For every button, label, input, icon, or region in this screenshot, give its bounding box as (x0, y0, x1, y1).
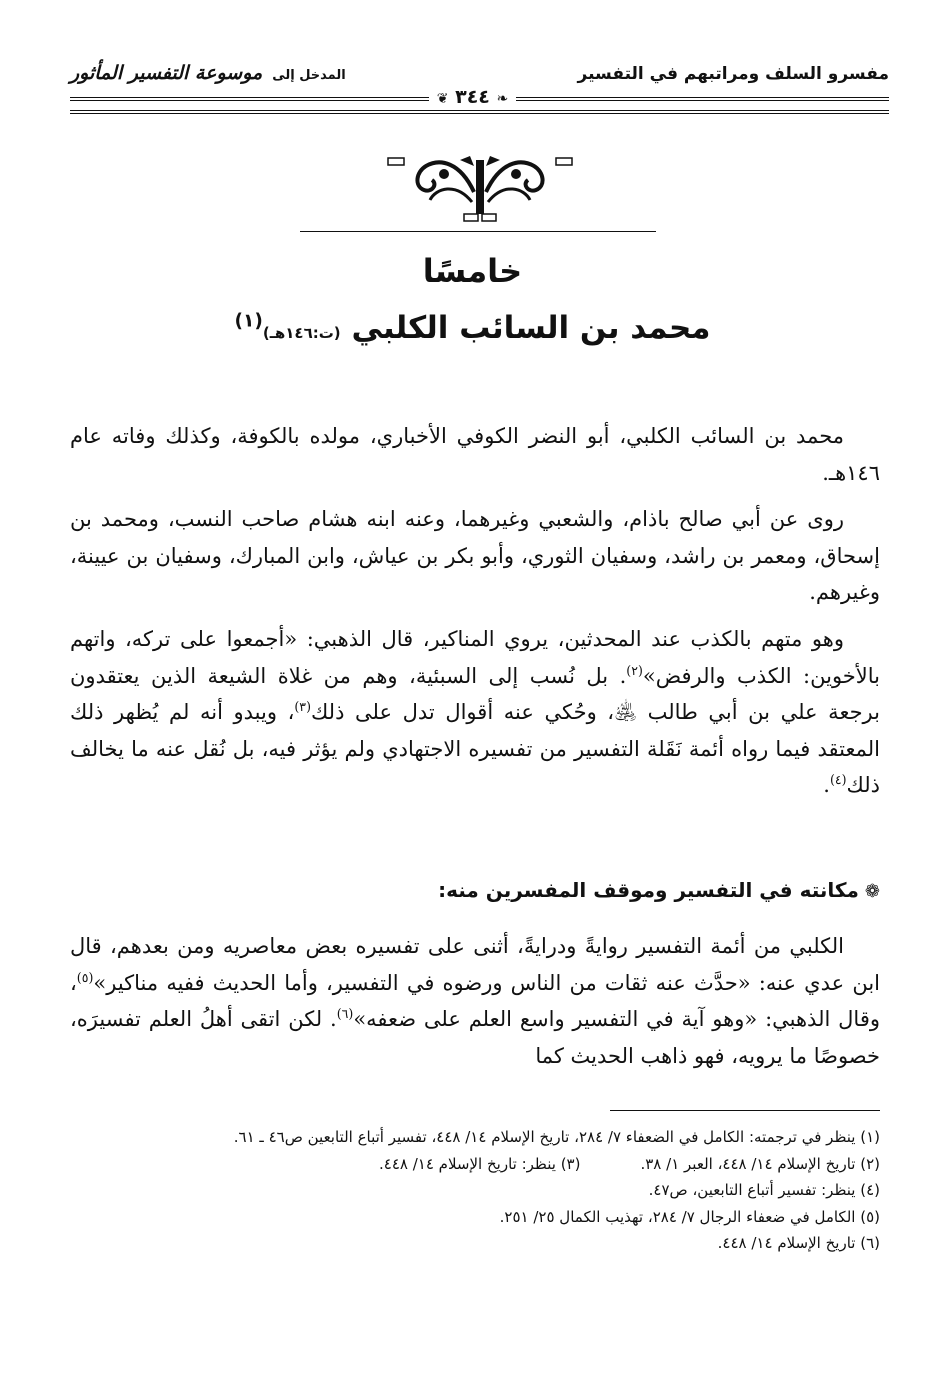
paragraph: روى عن أبي صالح باذام، والشعبي وغيرهما، وعنه ابنه هشام صاحب النسب، ومحمد بن إسحاق، ومعمر بن راشد، وسفيان الثوري، وأبو بكر بن عياش، وابن المبارك، وسفيان بن عيينة، وغيرهم. (70, 507, 880, 605)
header-rule-bottom-2 (70, 113, 889, 114)
footnote: (١) ينظر في ترجمته: الكامل في الضعفاء ٧/ ٢٨٤، تاريخ الإسلام ١٤/ ٤٤٨، تفسير أتباع التابعين ص٤٦ ـ ٦١. (233, 1128, 880, 1146)
paragraph-text: وهو متهم بالكذب عند المحدثين، يروي المناكير، قال الذهبي: «أجمعوا على تركه، واتهم بالأخوين: الكذب والرفض» (70, 626, 880, 688)
footnote-ref[interactable]: (٦) (336, 1006, 354, 1022)
paragraph-text: ، وقال الذهبي: «وهو آية في التفسير واسع العلم على ضعفه» (70, 970, 880, 1032)
header-rule-bottom (70, 110, 889, 111)
footnote: (٤) ينظر: تفسير أتباع التابعين، ص٤٧. (648, 1181, 880, 1199)
page-number-ornament-icon: ❧ (496, 91, 509, 107)
subsection-heading (438, 878, 880, 902)
footnotes (70, 1124, 880, 1257)
footnote-ref[interactable]: (٣) (294, 699, 311, 715)
paragraph: محمد بن السائب الكلبي، أبو النضر الكوفي الأخباري، مولده بالكوفة، وكذلك وفاته عام ١٤٦هـ. (70, 424, 880, 485)
tafsir-status-body (70, 928, 880, 1074)
section-ordinal: خامسًا (422, 252, 523, 290)
paragraph-text: ، ويبدو أنه لم يُظهر ذلك المعتقد فيما رواه أئمة نَقَلة التفسير من تفسيره الاجتهادي ولم يؤثر فيه، بل نُقل عنه ما يخالف ذلك (70, 700, 880, 798)
scholar-name: محمد بن السائب الكلبي (351, 310, 711, 346)
encyclopedia-logo: موسوعة التفسير المأثور (70, 62, 263, 84)
paragraph (70, 621, 880, 804)
biography-title (0, 310, 945, 346)
footnote: (٥) الكامل في ضعفاء الرجال ٧/ ٢٨٤، تهذيب الكمال ٢٥/ ٢٥١. (499, 1207, 880, 1226)
footnote: (٢) تاريخ الإسلام ١٤/ ٤٤٨، العبر ١/ ٣٨. (640, 1154, 880, 1173)
footnote-ref[interactable]: (١) (234, 310, 263, 332)
paragraph-text: الكلبي من أئمة التفسير روايةً ودرايةً، أثنى على تفسيره بعض معاصريه ومن بعدهم، قال ابن عدي عنه: «حدَّث عنه ثقات من الناس ورضوه في التفسير، وأما الحديث ففيه مناكير» (70, 934, 880, 995)
paragraph-text: . (823, 773, 830, 798)
footnote-ref[interactable]: (٤) (829, 772, 847, 788)
series-intro: المدخل إلى (272, 68, 346, 83)
footnote: (٣) ينظر: تاريخ الإسلام ١٤/ ٤٤٨. (379, 1154, 581, 1173)
biography-body (70, 418, 880, 814)
paragraph-text: . بل نُسب إلى السبئية، وهم من غلاة الشيعة الذين يعتقدون برجعة علي بن أبي طالب ﵁، وحُكي عنه أقوال تدل على ذلك (70, 663, 880, 725)
footnote: (٦) تاريخ الإسلام ١٤/ ٤٤٨. (717, 1234, 880, 1252)
series-title (70, 62, 346, 84)
page-number (0, 86, 945, 108)
footnote-ref[interactable]: (٢) (626, 662, 643, 678)
chapter-ornament-icon (380, 152, 580, 224)
running-title: مفسرو السلف ومراتبهم في التفسير (577, 64, 889, 84)
page-number-value: ٣٤٤ (455, 86, 490, 108)
flower-bullet-icon: ❁ (864, 881, 880, 902)
footnote-pair (70, 1151, 880, 1178)
paragraph-text: . لكن اتقى أهلُ العلم تفسيرَه، خصوصًا ما يرويه، فهو ذاهب الحديث كما (70, 1007, 880, 1068)
paragraph (70, 928, 880, 1074)
footnote-separator (610, 1110, 880, 1111)
page-number-ornament-icon: ❦ (436, 91, 449, 107)
subsection-title: مكانته في التفسير وموقف المفسرين منه: (438, 878, 859, 902)
death-date: (ت:١٤٦هـ) (262, 324, 341, 342)
footnote-ref[interactable]: (٥) (76, 969, 94, 985)
ornament-divider (300, 231, 656, 232)
